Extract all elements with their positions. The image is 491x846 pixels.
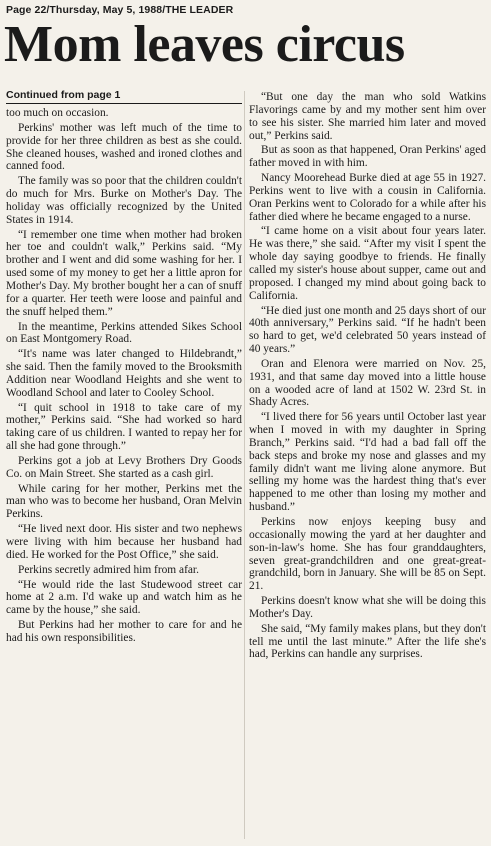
paragraph: In the meantime, Perkins attended Sikes School on East Montgomery Road. (6, 320, 242, 346)
paragraph: She said, “My family makes plans, but they don't tell me until the last minute.” After the life she's had, Perkins can handle any surprises. (249, 622, 486, 661)
paragraph: “I remember one time when mother had broken her toe and couldn't walk,” Perkins said. “My brother and I went and did some washing for her. I used some of my money to get her a little apron for Mother's Day. My brother bought her a can of snuff for a quarter. Her teeth were loose and painful and the snuff helped them.” (6, 228, 242, 318)
paragraph: The family was so poor that the children couldn't do much for Mrs. Burke on Mother's Day. The holiday was officially recognized by the United States in 1914. (6, 175, 242, 226)
paragraph: “I lived there for 56 years until October last year when I moved in with my daughter in Spring Branch,” Perkins said. “I'd had a bad fall off the back steps and broke my nose and glasses and my family didn't want me living alone anymore. But selling my home was the hardest thing that's ever happened to me other than losing my mother and husband.” (249, 411, 486, 514)
paragraph: Perkins doesn't know what she will be doing this Mother's Day. (249, 595, 486, 620)
paragraph: “But one day the man who sold Watkins Flavorings came by and my mother sent him over to see his sister. She married him later and moved out,” Perkins said. (249, 91, 486, 142)
paragraph: While caring for her mother, Perkins met the man who was to become her husband, Oran Melvin Perkins. (6, 482, 242, 521)
paragraph: “I came home on a visit about four years later. He was there,” she said. “After my visit I spent the whole day saying goodbye to friends. He finally called my sister's house about supper, came out and proposed. I changed my mind about going back to California. (249, 225, 486, 302)
paragraph: But as soon as that happened, Oran Perkins' aged father moved in with him. (249, 144, 486, 170)
paragraph: “It's name was later changed to Hildebrandt,” she said. Then the family moved to the Brooksmith Addition near Woodland Heights and she went to Woodland School and later to Cooley School. (6, 348, 242, 399)
paragraph: Perkins now enjoys keeping busy and occasionally mowing the yard at her daughter and son-in-law's home. She has four granddaughters, seven great-grandchildren and one great-great-grandchild, born in January. She will be 85 on Sept. 21. (249, 516, 486, 593)
paragraph: But Perkins had her mother to care for and he had his own responsibilities. (6, 619, 242, 644)
paragraph: “He would ride the last Studewood street car home at 2 a.m. I'd wake up and watch him as he came by the house,” she said. (6, 578, 242, 617)
paragraph: “I quit school in 1918 to take care of my mother,” Perkins said. “She had worked so hard taking care of us children. I wanted to repay her for all she had gone through.” (6, 401, 242, 453)
paragraph: “He lived next door. His sister and two nephews were living with him because her husband had died. He worked for the Post Office,” she said. (6, 523, 242, 561)
paragraph: too much on occasion. (6, 107, 109, 119)
paragraph: Perkins got a job at Levy Brothers Dry Goods Co. on Main Street. She started as a cash girl. (6, 454, 242, 480)
headline: Mom leaves circus (4, 16, 405, 73)
continued-from-label: Continued from page 1 (6, 89, 242, 104)
paragraph: Nancy Moorehead Burke died at age 55 in 1927. Perkins went to live with a cousin in California. Oran Perkins went to Colorado for a while after his father died where he became engaged to a nurse. (249, 172, 486, 223)
dateline: Page 22/Thursday, May 5, 1988/THE LEADER (6, 4, 234, 16)
column-divider (244, 91, 245, 839)
right-column (249, 91, 486, 663)
left-column (6, 89, 242, 647)
paragraph: “He died just one month and 25 days short of our 40th anniversary,” Perkins said. “If he hadn't been so hard to get, we'd celebrated 50 years instead of 40 years.” (249, 304, 486, 356)
paragraph: Oran and Elenora were married on Nov. 25, 1931, and that same day moved into a little house on a wooded acre of land at 1502 W. 23rd St. in Shady Acres. (249, 357, 486, 409)
paragraph: Perkins secretly admired him from afar. (18, 563, 199, 576)
paragraph: Perkins' mother was left much of the time to provide for her three children as best as she could. She cleaned houses, washed and ironed clothes and canned food. (6, 121, 242, 173)
